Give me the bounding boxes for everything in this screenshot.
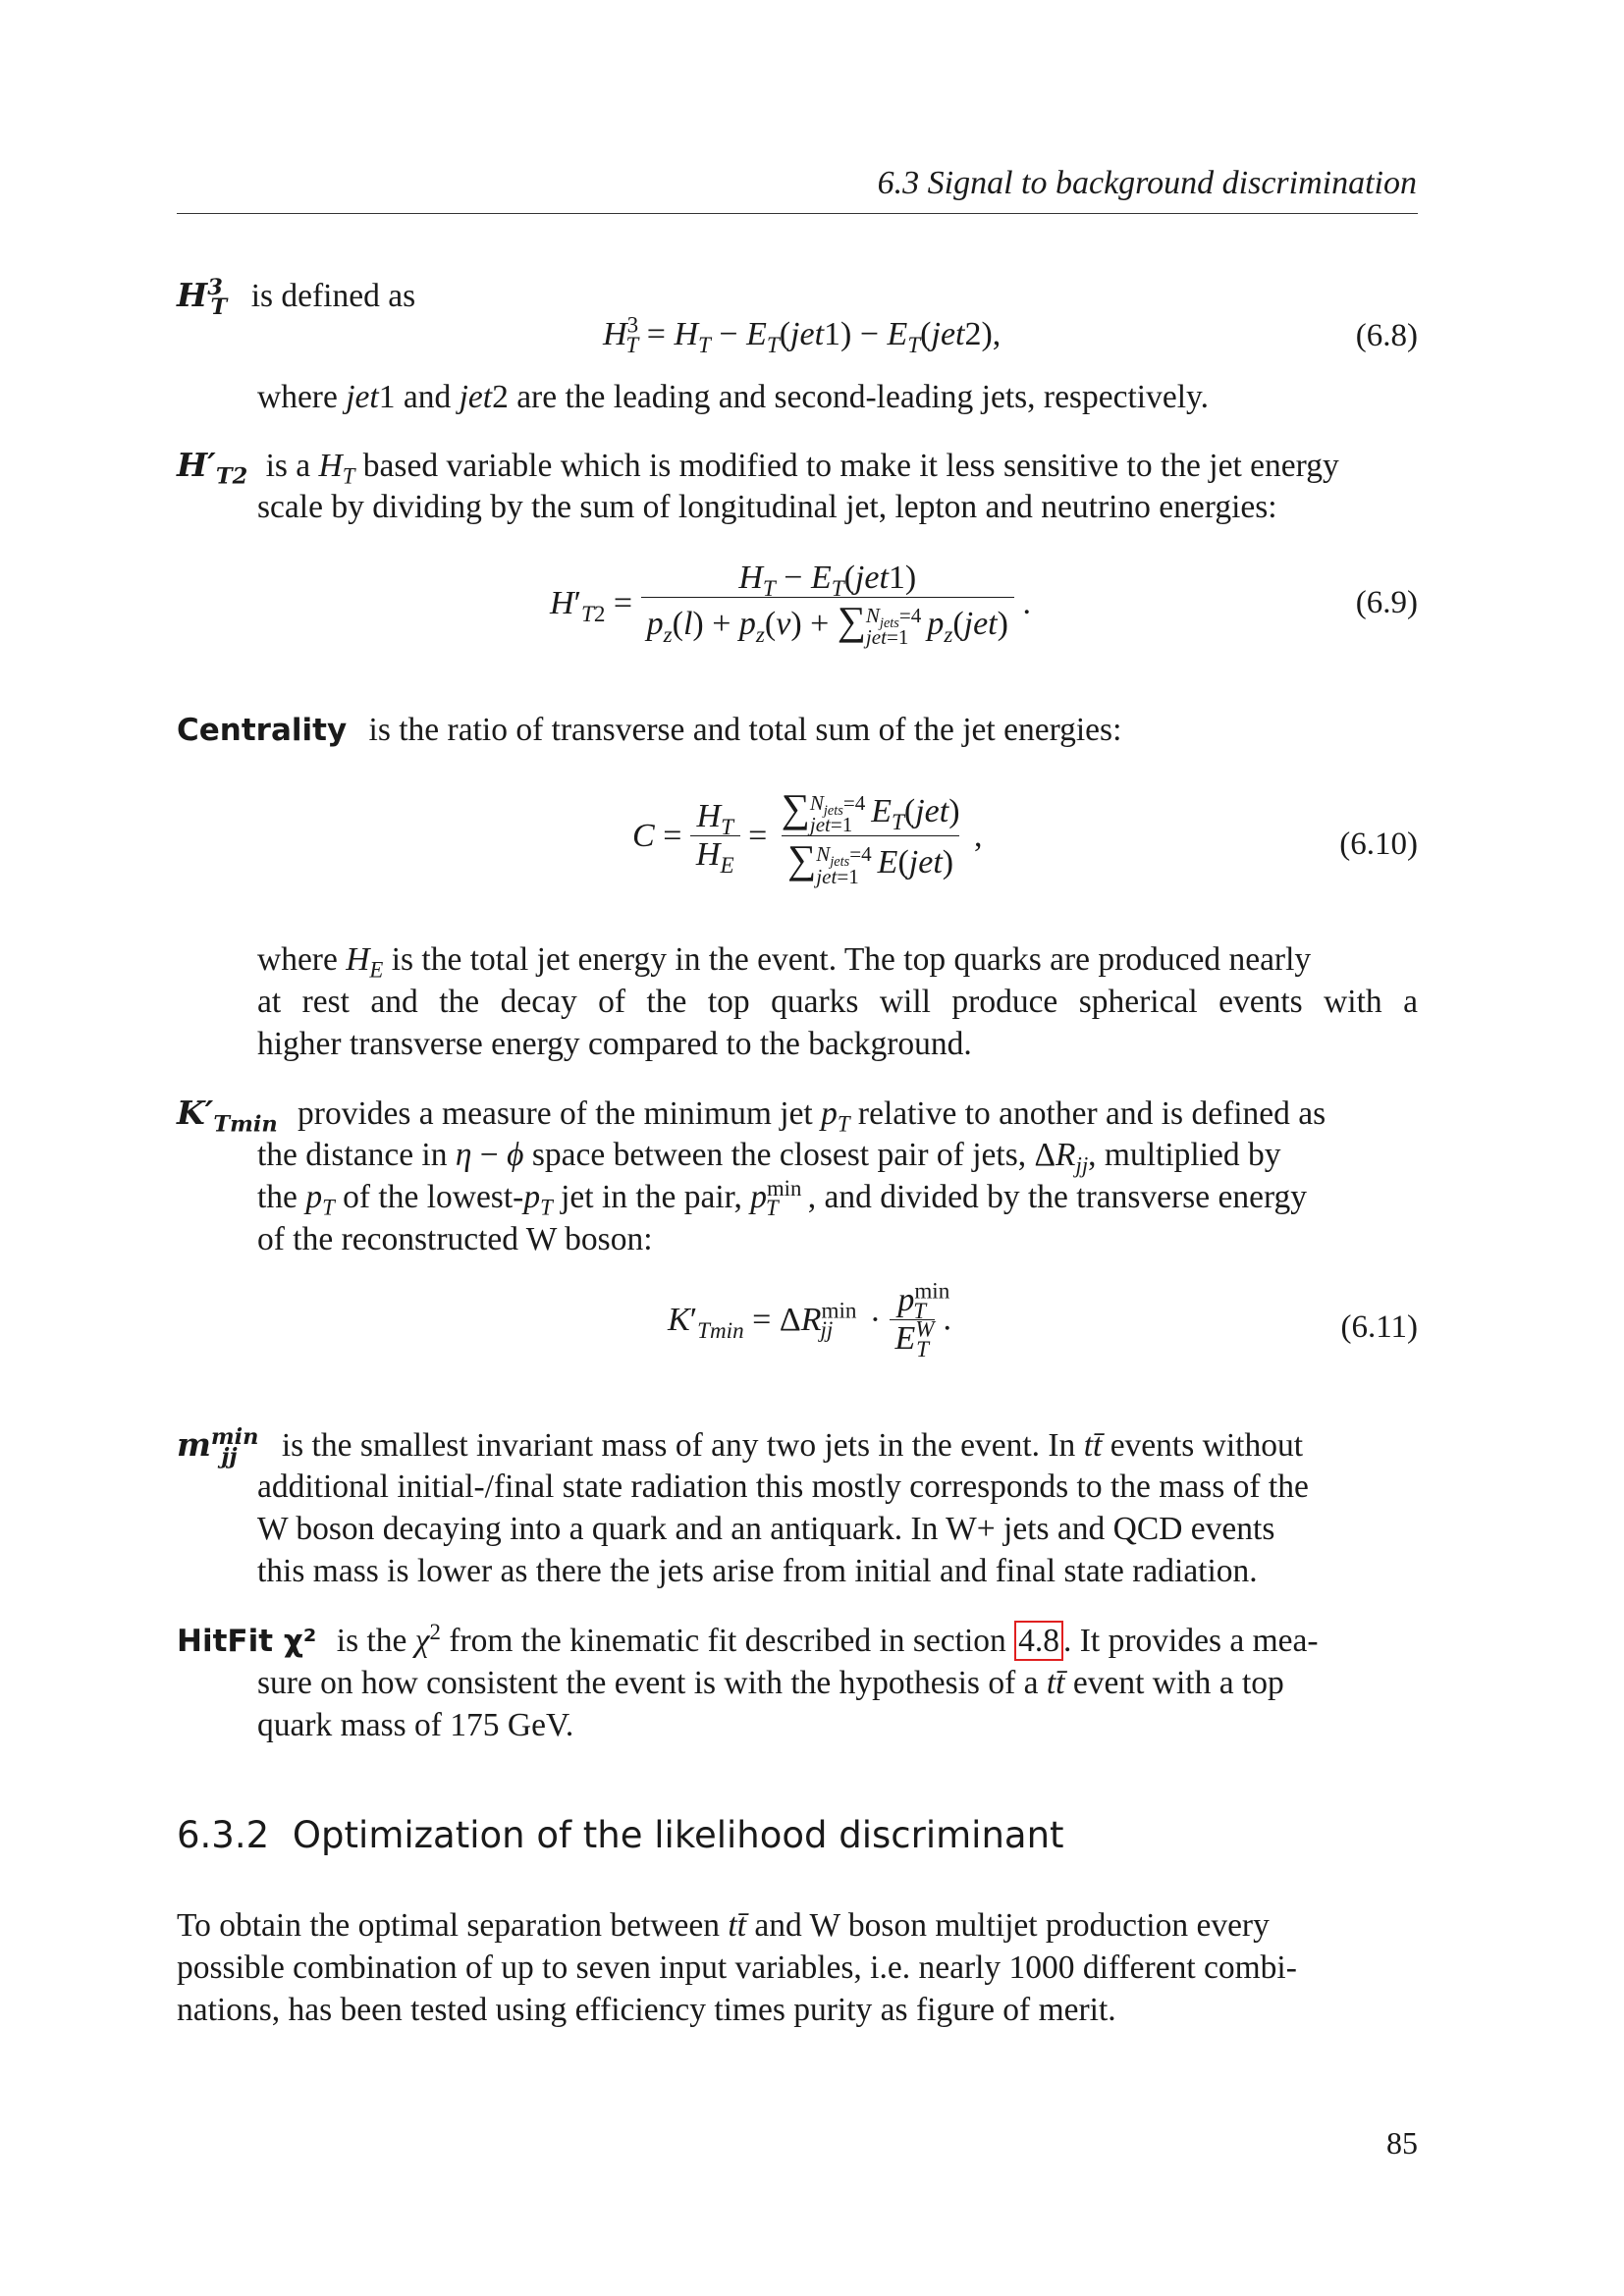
equation-6-9: $H'_{T2}$ = $H_T - E_T(jet1)$ $p_z(l) + p_z(\nu)$ + ∑ $N_{jets}=4$ jet=1 $p_z(jet)$ . xyxy=(550,560,1031,650)
equation-6-10: C = $\frac{H_T}{H_E}$ = ∑ $N_{jets}=4$ jet=1 $E_T(jet)$ ∑ $N_{jets}=4$ jet=1 E(jet) , xyxy=(632,786,983,888)
term-ht3-where: where jet1 and jet2 are the leading and second-leading jets, respectively. xyxy=(257,379,1209,415)
section-number: 6.3.2 xyxy=(177,1814,270,1856)
section-reference-link[interactable]: 4.8 xyxy=(1014,1621,1063,1661)
term-ht3-symbol: $H^3_T$ xyxy=(177,275,228,320)
equation-number: (6.11) xyxy=(1340,1309,1418,1345)
equation-6-8: $H^3_T = H_T - E_T(jet1) - E_T(jet2)$, xyxy=(603,312,1001,358)
equation-number: (6.8) xyxy=(1355,318,1418,353)
hitfit-line2: sure on how consistent the event is with the hypothesis of a tt̄ event with a top xyxy=(257,1665,1284,1701)
term-centrality-label: Centrality xyxy=(177,713,348,748)
term-hitfit-label: HitFit χ² xyxy=(177,1624,317,1659)
centrality-desc-line3: higher transverse energy compared to the background. xyxy=(257,1026,972,1062)
centrality-desc-line2: at rest and the decay of the top quarks will produce spherical events with a xyxy=(257,984,1418,1020)
mjj-line4: this mass is lower as there the jets arise from initial and final state radiation. xyxy=(257,1553,1258,1589)
term-hitfit: HitFit χ² is the $\chi^2$ from the kinematic fit described in section 4.8 . It provides a mea- xyxy=(177,1619,1319,1659)
equation-6-11: $K'_{Tmin} = \Delta R^{min}_{jj}$ · $\frac{p^{min}_T}{E^W_T}$ . xyxy=(668,1278,951,1362)
term-htp2: $H'_{T2}$ is a $H_T$ based variable which is modified to make it less sensitive to the jet energy xyxy=(177,446,1339,490)
term-htp2-symbol: $H'_{T2}$ xyxy=(177,446,248,490)
term-htp2-line2: scale by dividing by the sum of longitudinal jet, lepton and neutrino energies: xyxy=(257,489,1277,525)
running-title: 6.3 Signal to background discrimination xyxy=(877,165,1417,201)
section-para-line1: To obtain the optimal separation between tt̄ and W boson multijet production every xyxy=(177,1907,1270,1944)
equation-number: (6.10) xyxy=(1339,827,1418,862)
section-para-line3: nations, has been tested using efficiency times purity as figure of merit. xyxy=(177,1992,1116,2028)
mjj-line2: additional initial-/final state radiation this mostly corresponds to the mass of the xyxy=(257,1468,1309,1505)
page-number: 85 xyxy=(1386,2125,1418,2161)
term-ht3-lead: is defined as xyxy=(250,278,416,314)
term-ktmin-symbol: $K'_{Tmin}$ xyxy=(177,1094,278,1138)
ktmin-line4: of the reconstructed W boson: xyxy=(257,1221,653,1257)
term-mjj: $m^{min}_{jj}$ is the smallest invariant mass of any two jets in the event. In tt̄ events without xyxy=(177,1424,1304,1469)
term-mjj-symbol: $m^{min}_{jj}$ xyxy=(177,1424,259,1469)
term-centrality: Centrality is the ratio of transverse and total sum of the jet energies: xyxy=(177,712,1122,748)
hitfit-line3: quark mass of 175 GeV. xyxy=(257,1707,574,1743)
section-heading xyxy=(177,1814,1064,1856)
header-rule xyxy=(177,213,1418,214)
centrality-desc-line1: where $H_E$ is the total jet energy in the event. The top quarks are produced nearly xyxy=(257,941,1312,983)
mjj-line3: W boson decaying into a quark and an antiquark. In W+ jets and QCD events xyxy=(257,1511,1275,1547)
ktmin-line3: the $p_T$ of the lowest-$p_T$ jet in the pair, $p^{min}_T$ , and divided by the transverse energy xyxy=(257,1175,1307,1220)
section-para-line2: possible combination of up to seven input variables, i.e. nearly 1000 different combi- xyxy=(177,1949,1297,1986)
term-ktmin: $K'_{Tmin}$ provides a measure of the minimum jet $p_T$ relative to another and is defined as xyxy=(177,1094,1326,1138)
ktmin-line2: the distance in η − ϕ space between the closest pair of jets, $\Delta R_{jj}$, multiplied by xyxy=(257,1137,1281,1178)
section-title-text: Optimization of the likelihood discriminant xyxy=(292,1814,1064,1856)
equation-number: (6.9) xyxy=(1355,585,1418,620)
term-ht3 xyxy=(177,275,416,320)
